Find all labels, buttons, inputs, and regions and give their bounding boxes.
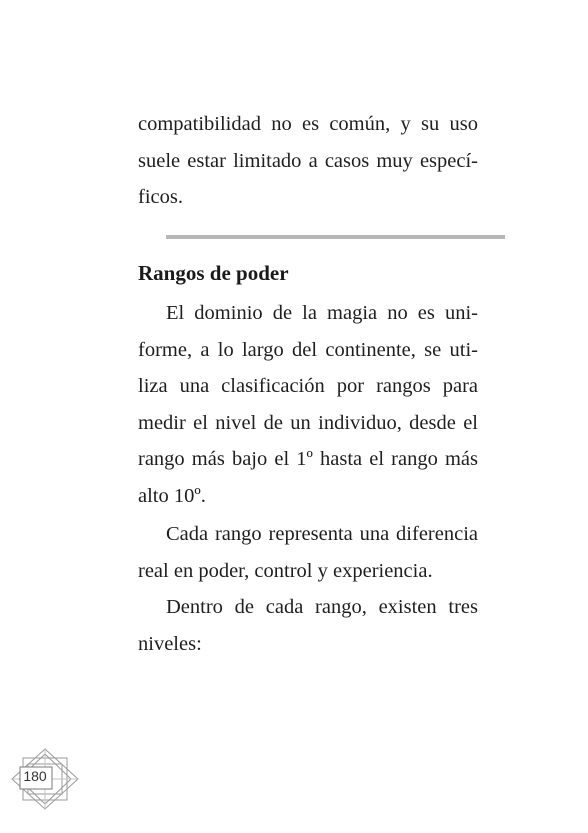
text-line: rango más bajo el 1º hasta el rango más (138, 448, 478, 470)
text-line: alto 10º. (138, 484, 206, 507)
text-line: medir el nivel de un individuo, desde el (138, 411, 478, 434)
text-line: liza una clasificación por rangos para (138, 375, 478, 397)
continuation-paragraph (138, 106, 478, 216)
body-paragraph (138, 589, 478, 662)
body-paragraph (138, 516, 478, 589)
body-paragraph (138, 295, 478, 514)
page-number: 180 (23, 768, 47, 784)
text-line: Dentro de cada rango, existen tres (166, 596, 478, 618)
text-line: forme, a lo largo del continente, se uti- (138, 338, 478, 361)
text-line: El dominio de la magia no es uni- (166, 302, 478, 324)
section-heading: Rangos de poder (138, 261, 289, 285)
text-line: suele estar limitado a casos muy especí- (138, 149, 478, 172)
text-line: niveles: (138, 632, 202, 655)
text-line: Cada rango representa una diferencia (166, 523, 478, 545)
section-divider (166, 235, 505, 239)
text-line: ficos. (138, 186, 183, 208)
text-line: real en poder, control y experiencia. (138, 559, 433, 582)
text-line: compatibilidad no es común, y su uso (138, 113, 478, 135)
